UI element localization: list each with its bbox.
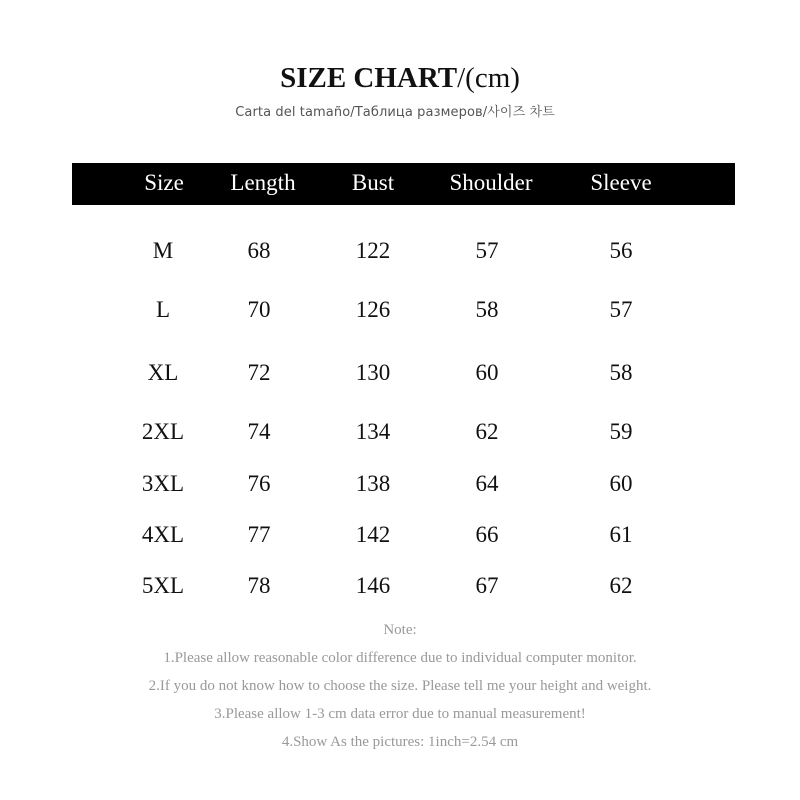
- size-chart-title: [0, 58, 800, 98]
- cell-shoulder: 66: [475, 522, 499, 547]
- cell-size: 3XL: [141, 471, 185, 496]
- table-header: [72, 163, 735, 205]
- cell-length: 74: [247, 419, 271, 444]
- cell-sleeve: 62: [609, 573, 633, 598]
- cell-sleeve: 60: [609, 471, 633, 496]
- cell-length: 76: [247, 471, 271, 496]
- note-line-3: 3.Please allow 1-3 cm data error due to manual measurement!: [214, 706, 586, 722]
- note-line-4: 4.Show As the pictures: 1inch=2.54 cm: [281, 734, 519, 750]
- cell-size: 4XL: [141, 522, 185, 547]
- cell-shoulder: 60: [475, 360, 499, 385]
- header-bust: Bust: [351, 170, 395, 195]
- cell-bust: 142: [355, 522, 391, 547]
- title-main: SIZE CHART: [280, 62, 458, 94]
- cell-size: 2XL: [141, 419, 185, 444]
- cell-sleeve: 58: [609, 360, 633, 385]
- cell-size: L: [155, 297, 171, 322]
- cell-sleeve: 61: [609, 522, 633, 547]
- header-length: Length: [230, 170, 296, 195]
- cell-bust: 122: [355, 238, 391, 263]
- cell-sleeve: 57: [609, 297, 633, 322]
- cell-size: M: [152, 238, 174, 263]
- cell-bust: 146: [355, 573, 391, 598]
- cell-size: 5XL: [141, 573, 185, 598]
- cell-length: 77: [247, 522, 271, 547]
- header-shoulder: Shoulder: [449, 170, 533, 195]
- cell-sleeve: 59: [609, 419, 633, 444]
- cell-length: 78: [247, 573, 271, 598]
- cell-shoulder: 67: [475, 573, 499, 598]
- cell-bust: 130: [355, 360, 391, 385]
- cell-sleeve: 56: [609, 238, 633, 263]
- title-unit: /(cm): [457, 62, 520, 94]
- header-size: Size: [144, 170, 184, 195]
- cell-length: 70: [247, 297, 271, 322]
- note-line-2: 2.If you do not know how to choose the size. Please tell me your height and weight.: [148, 678, 652, 694]
- header-sleeve: Sleeve: [590, 170, 652, 195]
- multilingual-subtitle: Carta del tamaño/Таблица размеров/사이즈 차트: [235, 105, 555, 120]
- note-heading: Note:: [383, 622, 417, 638]
- cell-length: 68: [247, 238, 271, 263]
- cell-shoulder: 62: [475, 419, 499, 444]
- cell-length: 72: [247, 360, 271, 385]
- cell-bust: 126: [355, 297, 391, 322]
- note-line-1: 1.Please allow reasonable color difference due to individual computer monitor.: [163, 650, 637, 666]
- cell-size: XL: [147, 360, 179, 385]
- cell-bust: 134: [355, 419, 391, 444]
- cell-shoulder: 57: [475, 238, 499, 263]
- cell-bust: 138: [355, 471, 391, 496]
- cell-shoulder: 58: [475, 297, 499, 322]
- cell-shoulder: 64: [475, 471, 499, 496]
